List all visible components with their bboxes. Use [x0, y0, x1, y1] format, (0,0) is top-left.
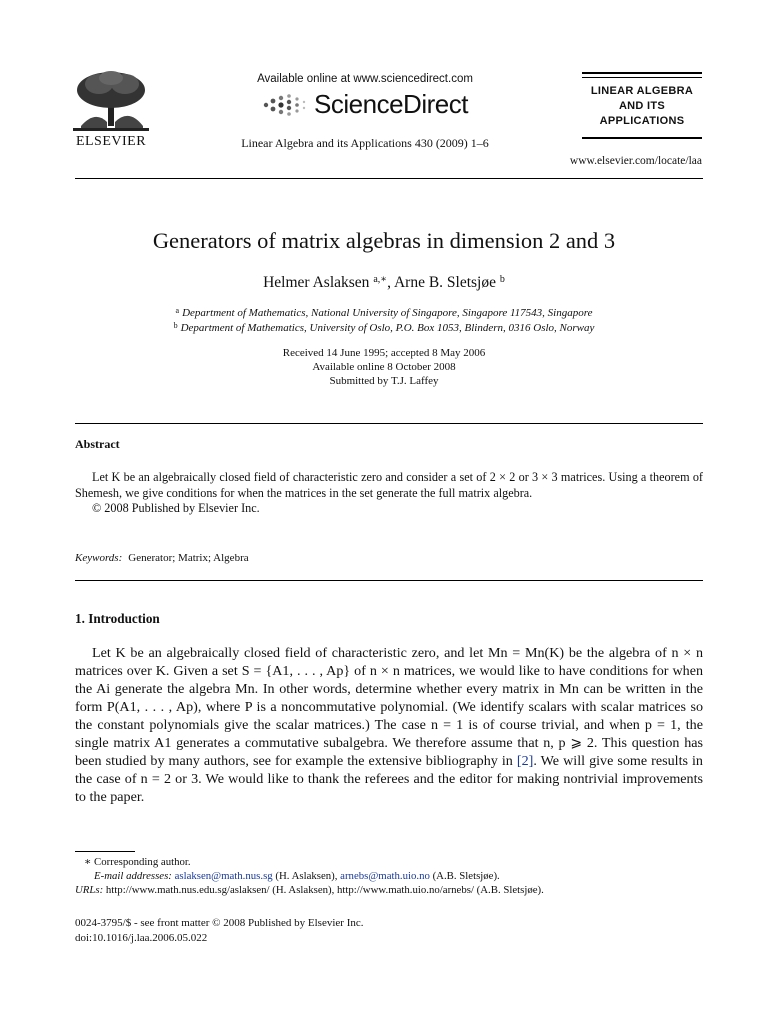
author-affil-mark[interactable]: b [499, 274, 505, 285]
email-owner: (H. Aslaksen), [275, 870, 338, 882]
affiliation-text: Department of Mathematics, University of Oslo, P.O. Box 1053, Blindern, 0316 Oslo, Norway [180, 322, 595, 334]
affiliation-a [0, 306, 768, 319]
abstract-top-rule [75, 423, 703, 424]
author-name: Helmer Aslaksen [263, 274, 370, 291]
abstract-copyright: © 2008 Published by Elsevier Inc. [92, 501, 260, 515]
received-date: Received 14 June 1995; accepted 8 May 2006 [282, 347, 486, 359]
journal-title-box [582, 72, 702, 139]
footnote-emails [94, 869, 734, 883]
email-owner: (A.B. Sletsjøe). [432, 870, 500, 882]
author-list [0, 274, 768, 292]
citation-link[interactable]: [2] [516, 753, 534, 769]
affiliation-mark: a [175, 306, 180, 315]
section-heading-introduction: 1. Introduction [75, 611, 160, 626]
article-title: Generators of matrix algebras in dimension 2 and 3 [152, 228, 616, 253]
article-dates [0, 346, 768, 388]
issn-line: 0024-3795/$ - see front matter © 2008 Published by Elsevier Inc. [75, 917, 364, 929]
introduction-paragraph [75, 644, 703, 806]
affiliation-text: Department of Mathematics, National University of Singapore, Singapore 117543, Singapore [182, 307, 593, 319]
keywords-list: Generator; Matrix; Algebra [128, 552, 249, 564]
footnote-rule [75, 851, 135, 852]
abstract-heading: Abstract [75, 437, 120, 451]
available-online-text[interactable]: Available online at www.sciencedirect.com [257, 73, 473, 85]
journal-citation: Linear Algebra and its Applications 430 (2009) 1–6 [241, 136, 489, 150]
keywords [75, 552, 249, 564]
sciencedirect-logo [210, 89, 520, 120]
introduction-text-end: . We will give some results in the case of n = 2 or 3. We would like to thank the referees and the editor for making nontrivial improvements to the paper. [75, 753, 703, 805]
author-separator: , [387, 274, 394, 291]
footnote-urls [75, 883, 715, 897]
affiliation-mark: b [173, 321, 178, 330]
introduction-body [75, 644, 703, 806]
journal-title-line1: LINEAR ALGEBRA [590, 85, 694, 97]
introduction-text: Let K be an algebraically closed field of characteristic zero, and let Mn = Mn(K) be the algebra of n × n matrices over K. Given a set S = {A1, . . . , Ap} of n × n matrices, we would like to have conditions for when the Ai generate the algebra Mn. In other words, determine whether every matrix in Mn can be written in the form P(A1, . . . , Ap), where P is a noncommutative polynomial. (We identify scalars with scalar matrices so the constant polynomials give the scalar matrices.) The case n = 1 is of course trivial, and when p = 1, the single matrix A1 generates a commutative subalgebra. We therefore assume that n, p ⩾ 2. This question has been studied by many authors, see for example the extensive bibliography in [75, 645, 703, 769]
keywords-label: Keywords: [75, 552, 123, 564]
abstract-paragraph: Let K be an algebraically closed field of characteristic zero and consider a set of 2 × 2 or 3 × 3 matrices. Using a theorem of Shemesh, we give conditions for when the matrices in the set generate the full matrix algebra. [75, 470, 703, 500]
journal-title-line3: APPLICATIONS [599, 115, 685, 127]
sciencedirect-wordmark: ScienceDirect [314, 89, 468, 119]
online-date: Available online 8 October 2008 [312, 361, 456, 373]
sciencedirect-dots-icon [262, 93, 308, 117]
footnote-text: Corresponding author. [94, 856, 191, 868]
abstract-body [75, 470, 703, 517]
doi-line[interactable]: doi:10.1016/j.laa.2006.05.022 [75, 932, 208, 944]
elsevier-wordmark: ELSEVIER [75, 134, 147, 149]
footnote-mark: ∗ [84, 856, 92, 868]
header-rule [75, 178, 703, 179]
affiliation-b [0, 321, 768, 334]
abstract-bottom-rule [75, 580, 703, 581]
footnote-corresponding [84, 855, 724, 869]
journal-title-line2: AND ITS [618, 100, 666, 112]
issn-doi-block [75, 916, 364, 946]
email-link[interactable]: arnebs@math.uio.no [340, 870, 430, 882]
elsevier-tree-icon [71, 70, 151, 132]
urls-label: URLs: [75, 884, 104, 896]
urls-text[interactable]: http://www.math.nus.edu.sg/aslaksen/ (H. Aslaksen), http://www.math.uio.no/arnebs/ (A.B. Sletsjøe). [105, 884, 544, 896]
email-link[interactable]: aslaksen@math.nus.sg [174, 870, 273, 882]
email-label: E-mail addresses: [94, 870, 172, 882]
sciencedirect-block [210, 73, 520, 151]
submitted-by: Submitted by T.J. Laffey [329, 375, 439, 387]
author-name: Arne B. Sletsjøe [393, 274, 496, 291]
author-affil-mark[interactable]: a,∗ [373, 274, 388, 285]
journal-url[interactable]: www.elsevier.com/locate/laa [569, 155, 702, 167]
elsevier-logo [66, 70, 156, 150]
